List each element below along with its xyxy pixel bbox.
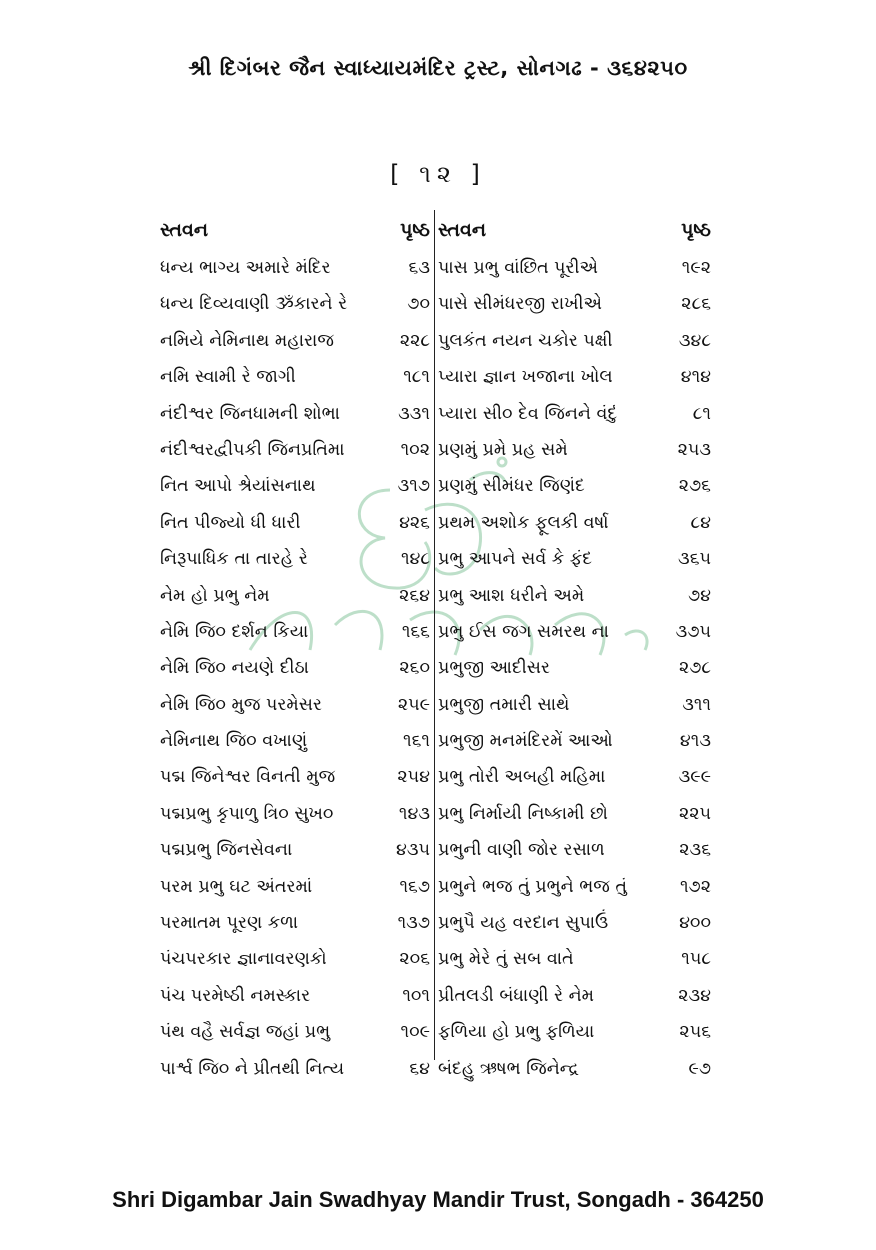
table-row — [160, 1051, 715, 1087]
page-number-left: ૪૨૬ — [399, 512, 430, 533]
song-title-left: નેમિ જિ૦ નયણે દીઠા — [160, 658, 309, 679]
page-number-right: ૨૫૩ — [677, 439, 711, 460]
page-number-left: ૨૫૯ — [397, 694, 430, 715]
page-number-left: ૧૦૧ — [402, 985, 430, 1006]
page-number-right: ૧૭૨ — [679, 876, 711, 897]
page-number-left: ૧૬૭ — [399, 876, 430, 897]
song-title-left: નિત આપો શ્રેયાંસનાથ — [160, 476, 316, 497]
page-number-right: ૧૯૨ — [681, 258, 711, 278]
table-row — [160, 468, 715, 504]
table-row — [160, 286, 715, 322]
page-number-left: ૨૬૪ — [399, 585, 430, 606]
song-title-right: ફળિયા હો પ્રભુ ફળિયા — [438, 1022, 595, 1043]
page-number-left: ૧૦૯ — [400, 1022, 430, 1043]
table-row — [160, 614, 715, 650]
table-row — [160, 541, 715, 577]
page-number-right: ૧૫૮ — [681, 949, 711, 970]
page-number-left: ૭૦ — [407, 294, 430, 315]
page-number-right: ૩૧૧ — [682, 694, 711, 715]
table-row — [160, 1014, 715, 1050]
song-title-left: પરમ પ્રભુ ઘટ અંતરમાં — [160, 876, 313, 897]
page-number-right: ૨૨૫ — [678, 803, 711, 824]
page-number-right: ૮૪ — [690, 512, 711, 533]
song-title-right: પ્રભુપૈ યહ વરદાન સુપાઉં — [438, 913, 609, 934]
song-title-left: નમિયે નેમિનાથ મહારાજ — [160, 330, 334, 351]
song-title-right: પ્રભુ તોરી અબહી મહિમા — [438, 767, 606, 788]
table-rows — [160, 250, 715, 1087]
header-title-right: સ્તવન — [438, 219, 486, 241]
song-title-right: પ્રભુ નિર્માયી નિષ્કામી છો — [438, 803, 608, 824]
page-number-left: ૧૬૬ — [401, 621, 430, 642]
song-title-right: પ્રભુજી તમારી સાથે — [438, 694, 570, 715]
table-row — [160, 396, 715, 432]
song-title-left: નંદીશ્વરદ્વીપકી જિનપ્રતિમા — [160, 439, 345, 460]
header-page-right: પૃષ્ઠ — [681, 219, 711, 241]
table-row — [160, 650, 715, 686]
song-title-right: પ્રભુ મેરે તું સબ વાતે — [438, 949, 574, 970]
song-title-left: નિરૂપાધિક તા તારહે રે — [160, 549, 308, 570]
table-row — [160, 905, 715, 941]
page-number-right: ૨૩૪ — [678, 985, 711, 1006]
table-row — [160, 359, 715, 395]
page-number-right: ૨૫૬ — [679, 1022, 711, 1043]
table-row — [160, 578, 715, 614]
table-row — [160, 832, 715, 868]
page-number-left: ૬૩ — [408, 258, 430, 278]
table-row — [160, 250, 715, 286]
table-row — [160, 941, 715, 977]
page-number-left: ૨૫૪ — [397, 767, 430, 788]
song-title-right: બંદહુ ઋષભ જિનેન્દ્ર — [438, 1058, 579, 1079]
song-title-right: પાસે સીમંધરજી રાખીએ — [438, 294, 602, 315]
table-row — [160, 723, 715, 759]
page-number-right: ૯૭ — [688, 1058, 711, 1079]
page-number-left: ૩૩૧ — [398, 403, 430, 424]
song-title-left: નેમિનાથ જિ૦ વખાણું — [160, 731, 308, 752]
page-number-left: ૨૬૦ — [399, 658, 430, 679]
song-title-right: પુલકંત નયન ચકોર પક્ષી — [438, 330, 613, 351]
page-number-left: ૪૩૫ — [395, 840, 430, 861]
page-number-right: ૪૧૩ — [679, 731, 711, 752]
page-number-right: ૪૦૦ — [679, 913, 711, 934]
page-number-right: ૩૯૯ — [678, 767, 711, 788]
table-row — [160, 978, 715, 1014]
table-row — [160, 796, 715, 832]
song-title-right: પ્રભુને ભજ તું પ્રભુને ભજ તું — [438, 876, 627, 897]
page-number-left: ૧૪૮ — [400, 549, 430, 570]
song-title-left: નિત પીજ્યો ધી ધારી — [160, 512, 301, 533]
song-title-right: પ્રભુજી મનમંદિરમેં આઓ — [438, 731, 613, 752]
song-title-left: પદ્મપ્રભુ કૃપાળુ ત્રિ૦ સુખ૦ — [160, 803, 334, 824]
page-number-right: ૮૧ — [692, 403, 711, 424]
page-number-left: ૨૨૮ — [399, 330, 430, 351]
song-title-right: પ્રભુ આશ ધરીને અમે — [438, 585, 585, 606]
song-title-left: નેમિ જિ૦ મુજ પરમેસર — [160, 694, 322, 715]
song-title-right: પ્રભુ આપને સર્વ કે ફંદ — [438, 549, 592, 570]
page-number-left: ૧૮૧ — [403, 367, 430, 388]
song-title-right: પ્યારા સી૦ દેવ જિનને વંદું — [438, 403, 618, 424]
header-title-left: સ્તવન — [160, 219, 208, 241]
song-title-left: નંદીશ્વર જિનધામની શોભા — [160, 403, 340, 424]
song-title-right: પ્રભુ ઈસ જગ સમરથ ના — [438, 621, 609, 642]
table-header-row — [160, 210, 715, 250]
page-number: [ ૧૨ ] — [390, 160, 486, 188]
song-title-right: પ્રણમું પ્રમે પ્રહ સમે — [438, 439, 568, 460]
song-title-right: પ્રણમું સીમંધર જિણંદ — [438, 476, 585, 497]
page-number-right: ૨૮૬ — [681, 294, 711, 315]
page-number-left: ૧૪૩ — [398, 803, 430, 824]
page-number-right: ૪૧૪ — [680, 367, 711, 388]
song-title-left: પંચપરકાર જ્ઞાનાવરણકો — [160, 949, 327, 970]
table-row — [160, 687, 715, 723]
song-title-left: પદ્મપ્રભુ જિનસેવના — [160, 840, 293, 861]
header-trust-name: શ્રી દિગંબર જૈન સ્વાધ્યાયમંદિર ટ્રસ્ટ, સોનગઢ - ૩૬૪૨૫૦ — [188, 56, 688, 80]
song-title-left: નમિ સ્વામી રે જાગી — [160, 367, 296, 388]
song-title-right: પ્રથમ અશોક ફૂલકી વર્ષા — [438, 512, 609, 533]
page-number-right: ૩૬૫ — [678, 549, 711, 570]
song-title-right: પ્રીતલડી બંધાણી રે નેમ — [438, 985, 595, 1006]
page-number-right: ૨૭૮ — [678, 658, 711, 679]
song-title-left: પંચ પરમેષ્ઠી નમસ્કાર — [160, 985, 311, 1006]
page-number-left: ૧૩૭ — [397, 913, 430, 934]
song-title-right: પ્રભુજી આદીસર — [438, 658, 550, 679]
header-page-left: પૃષ્ઠ — [400, 219, 430, 241]
page-number-left: ૩૧૭ — [397, 476, 430, 497]
song-title-left: પંથ વહૈ સર્વજ્ઞ જહાં પ્રભુ — [160, 1022, 331, 1043]
page-number-left: ૧૬૧ — [403, 731, 430, 752]
page-number-right: ૩૪૮ — [678, 330, 711, 351]
song-title-left: ધન્ય ભાગ્ય અમારે મંદિર — [160, 258, 331, 278]
page-number-left: ૨૦૬ — [399, 949, 430, 970]
page-number-right: ૭૪ — [687, 585, 711, 606]
song-title-left: પરમાતમ પૂરણ કળા — [160, 913, 299, 934]
contents-table — [160, 210, 715, 1087]
song-title-left: પદ્મ જિનેશ્વર વિનતી મુજ — [160, 767, 336, 788]
song-title-right: પાસ પ્રભુ વાંછિત પૂરીએ — [438, 258, 599, 278]
song-title-right: પ્યારા જ્ઞાન ખજાના ખોલ — [438, 367, 613, 388]
table-row — [160, 869, 715, 905]
page-number-right: ૨૭૬ — [678, 476, 711, 497]
table-row — [160, 759, 715, 795]
page-number-right: ૩૭૫ — [675, 621, 711, 642]
song-title-left: નેમ હો પ્રભુ નેમ — [160, 585, 270, 606]
page-number-right: ૨૩૬ — [679, 840, 711, 861]
song-title-left: ધન્ય દિવ્યવાણી ૐકારને રે — [160, 294, 348, 315]
table-row — [160, 505, 715, 541]
song-title-right: પ્રભુની વાણી જોર રસાળ — [438, 840, 605, 861]
page-number-left: ૬૪ — [409, 1058, 430, 1079]
table-row — [160, 432, 715, 468]
footer-trust-name: Shri Digambar Jain Swadhyay Mandir Trust, Songadh - 364250 — [112, 1187, 764, 1212]
table-row — [160, 323, 715, 359]
song-title-left: નેમિ જિ૦ દર્શન કિયા — [160, 621, 309, 642]
page-number-left: ૧૦૨ — [400, 439, 430, 460]
song-title-left: પાર્શ્વ જિ૦ ને પ્રીતથી નિત્ય — [160, 1058, 345, 1079]
